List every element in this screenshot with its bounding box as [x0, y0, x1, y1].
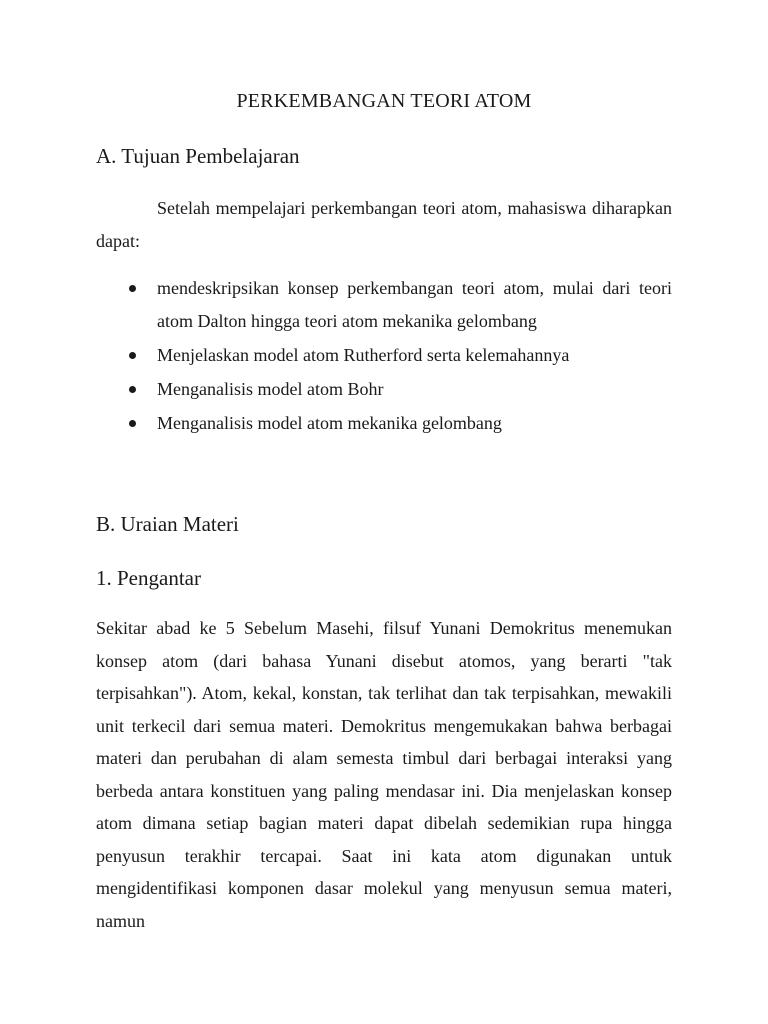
subsection-pengantar-heading: 1. Pengantar	[96, 566, 201, 590]
objective-item	[96, 272, 672, 337]
bullet-icon	[129, 285, 136, 292]
objectives-list	[96, 272, 672, 441]
bullet-icon	[129, 386, 136, 393]
document-title: PERKEMBANGAN TEORI ATOM	[236, 90, 532, 112]
objective-item	[96, 339, 672, 372]
objectives-intro-paragraph: Setelah mempelajari perkembangan teori atom, mahasiswa diharapkan dapat:	[96, 198, 672, 251]
section-b-heading: B. Uraian Materi	[96, 512, 239, 536]
bullet-icon	[129, 352, 136, 359]
objective-text: Menganalisis model atom mekanika gelombang	[157, 412, 502, 433]
objective-text: Menjelaskan model atom Rutherford serta kelemahannya	[157, 344, 570, 365]
pengantar-paragraph: Sekitar abad ke 5 Sebelum Masehi, filsuf Yunani Demokritus menemukan konsep atom (dari bahasa Yunani disebut atomos, yang berarti "tak terpisahkan"). Atom, kekal, konstan, tak terlihat dan tak terpisahkan, mewakili unit terkecil dari semua materi. Demokritus mengemukakan bahwa berbagai materi dan perubahan di alam semesta timbul dari berbagai interaksi yang berbeda antara konstituen yang paling mendasar ini. Dia menjelaskan konsep atom dimana setiap bagian materi dapat dibelah sedemikian rupa hingga penyusun terakhir tercapai. Saat ini kata atom digunakan untuk mengidentifikasi komponen dasar molekul yang menyusun semua materi, namun	[96, 618, 672, 931]
objective-text: Menganalisis model atom Bohr	[157, 378, 384, 399]
objective-item	[96, 407, 672, 440]
section-a-heading: A. Tujuan Pembelajaran	[96, 144, 300, 168]
objective-text: mendeskripsikan konsep perkembangan teori atom, mulai dari teori atom Dalton hingga teori atom mekanika gelombang	[157, 278, 672, 331]
objective-item	[96, 373, 672, 406]
bullet-icon	[129, 420, 136, 427]
